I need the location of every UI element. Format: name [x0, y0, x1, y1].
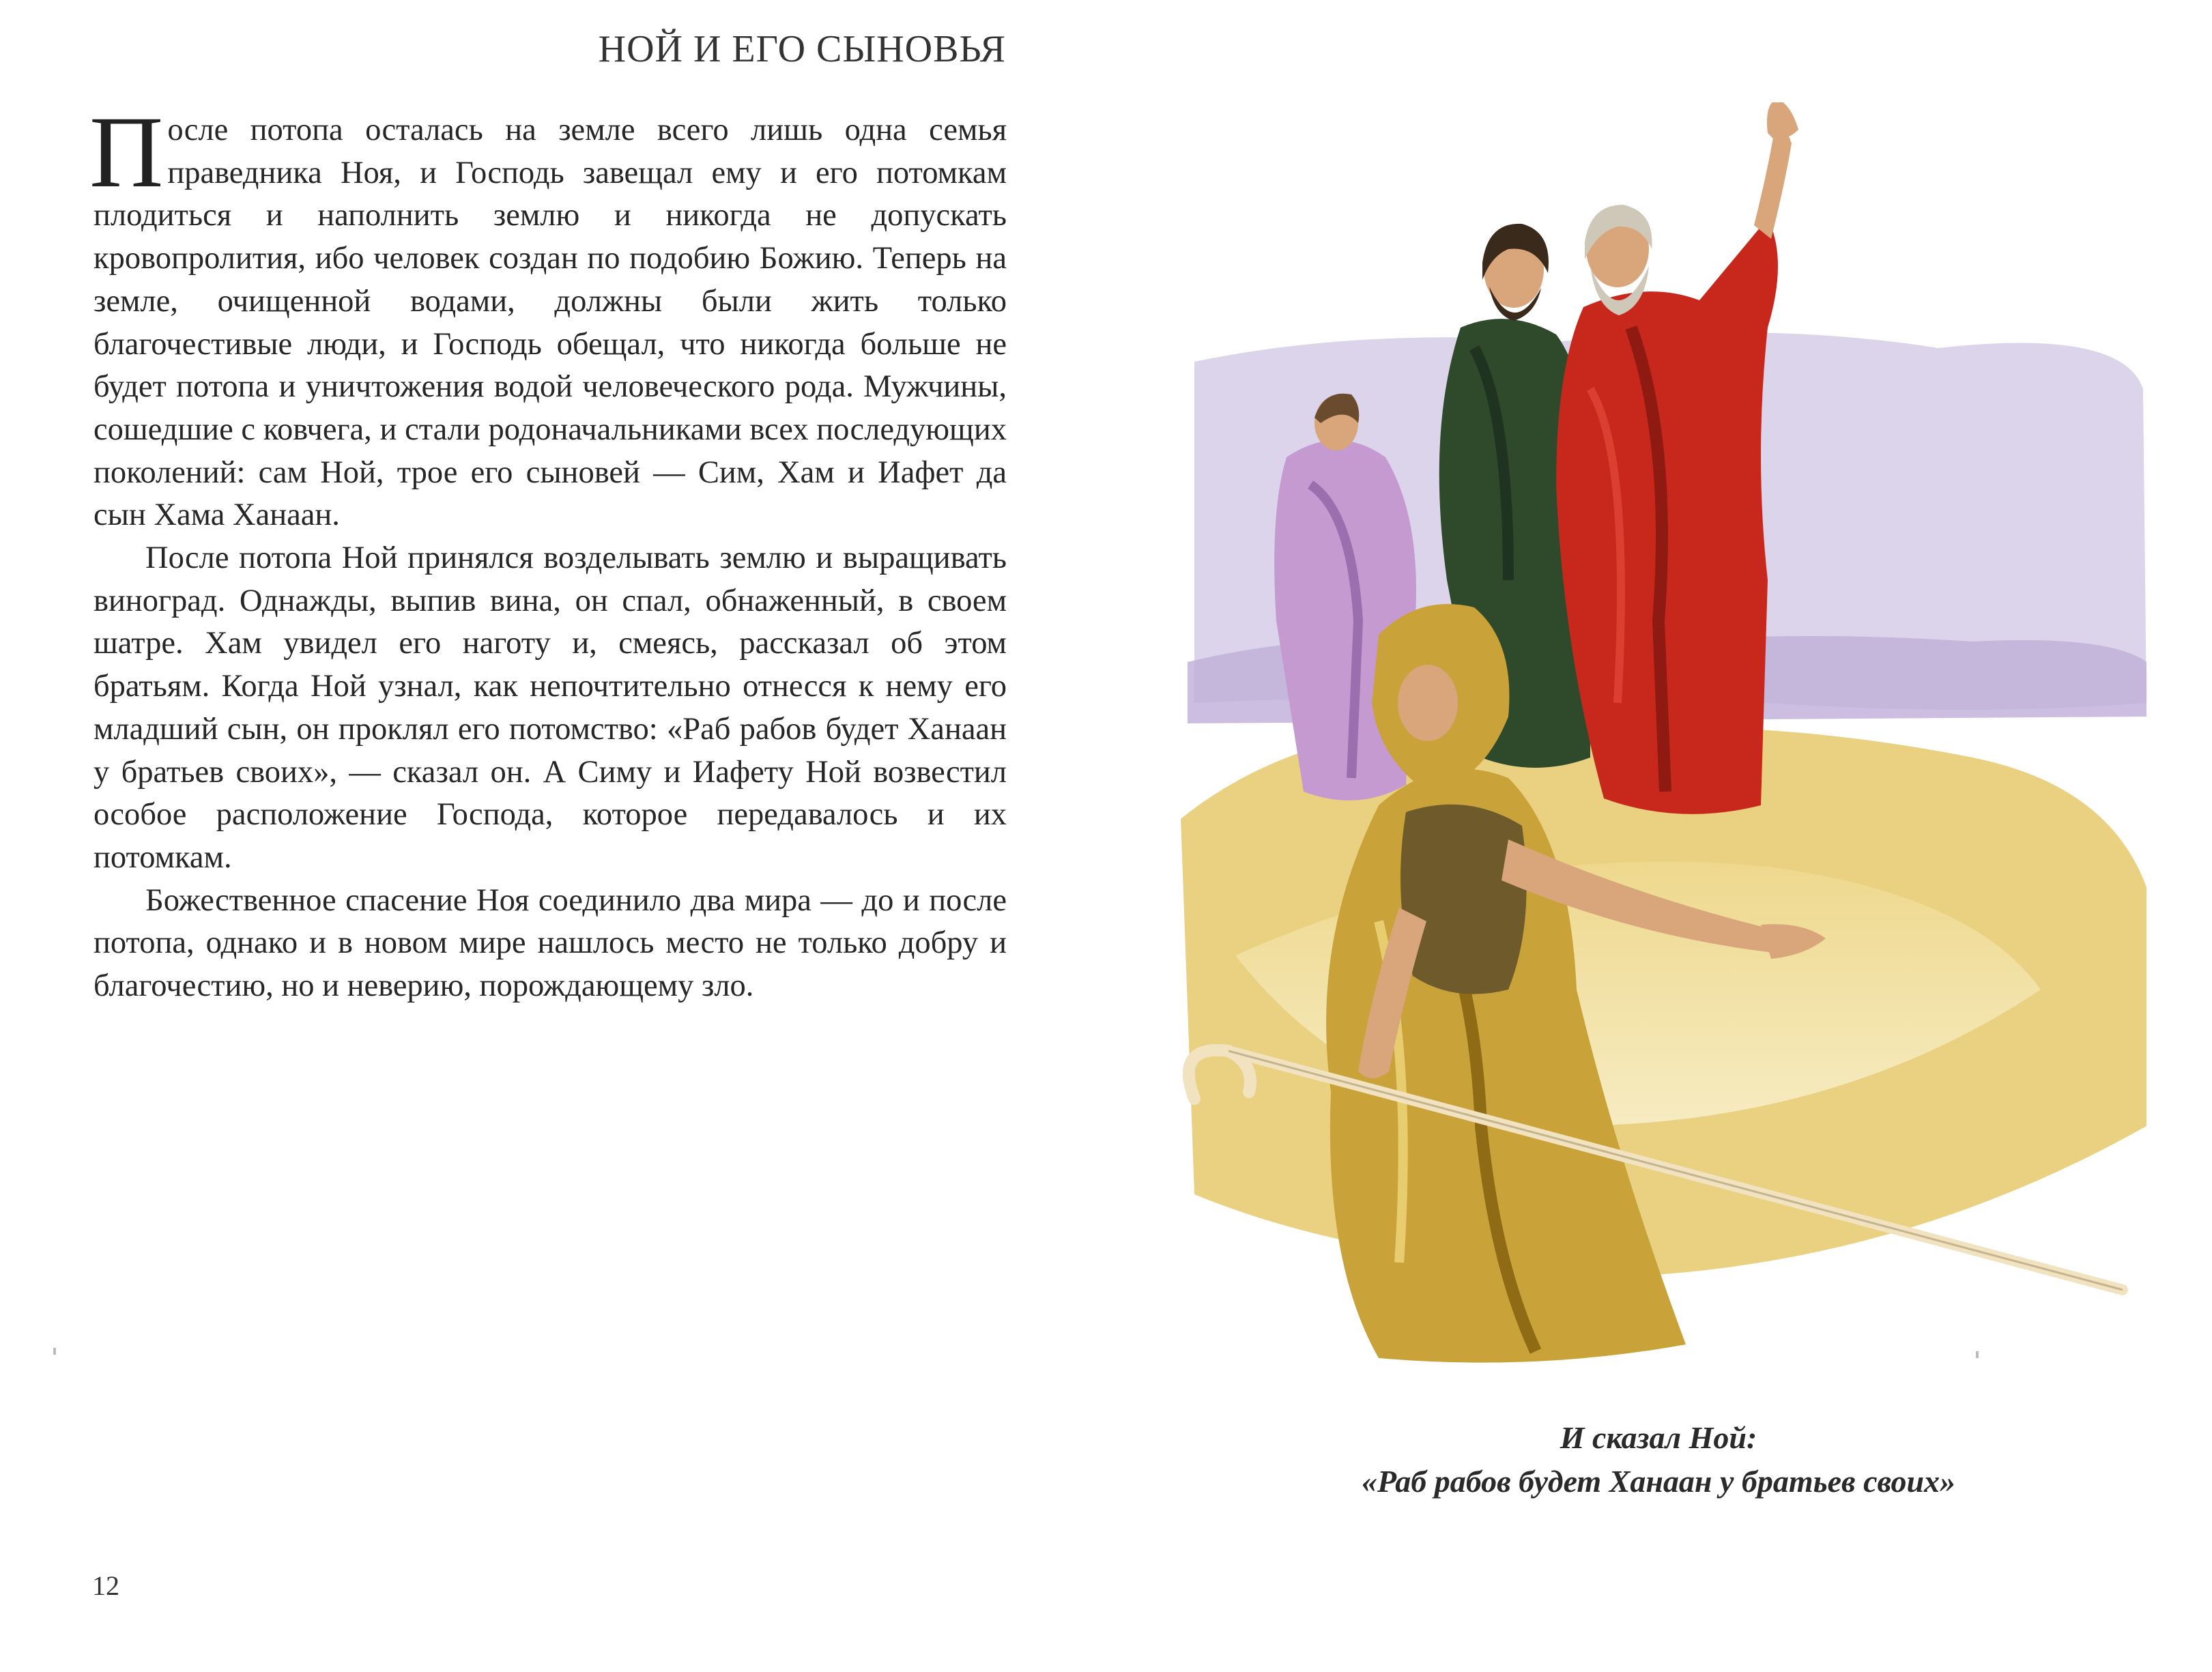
caption-line-1: И сказал Ной: — [1560, 1420, 1757, 1455]
noah-raised-arm — [1754, 128, 1792, 240]
ham-face — [1398, 665, 1458, 741]
paragraph-1 — [89, 96, 1007, 537]
noah-hand — [1767, 102, 1798, 140]
paragraph-3: Божественное спасение Ноя соединило два мира — до и после потопа, однако и в новом мире нашлось место не только добру и благочестию, но и неверию, порождающему зло. — [94, 882, 1007, 1004]
caption-line-2: «Раб рабов будет Ханаан у братьев своих» — [1361, 1464, 1956, 1499]
paragraph-1-text: осле потопа осталась на земле всего лишь одна семья праведника Ноя, и Господь завещал ему и его потомкам плодиться и наполнить землю и никогда не допускать кровопролития, ибо человек создан по подобию Божию. Теперь на земле, очищенной водами, должны были жить только благочестивые люди, и Господь обещал, что никогда больше не будет потопа и уничтожения водой человеческого рода. Мужчины, сошедшие с ковчега, и стали родоначальниками всех последующих поколений: сам Ной, трое его сыновей — Сим, Хам и Иафет да сын Хама Ханаан. — [94, 113, 1007, 533]
body-text — [89, 96, 1007, 1008]
page-number: 12 — [92, 1570, 119, 1601]
paragraph-2: После потопа Ной принялся возделывать землю и выращивать виноград. Однажды, выпив вина, он спал, обнаженный, в своем шатре. Хам увидел его наготу и, смеясь, рассказал об этом братьям. Когда Ной узнал, как непочтительно отнесся к нему его младший сын, он проклял его потомство: «Раб рабов будет Ханаан у братьев своих», — сказал он. А Симу и Иафету Ной возвестил особое расположение Господа, которое передавалось и их потомкам. — [94, 540, 1007, 875]
ham-tunic — [1401, 805, 1527, 994]
noah-and-sons-illustration — [1153, 102, 2157, 1385]
drop-cap: П — [89, 96, 164, 209]
scan-speck — [53, 1348, 56, 1355]
scan-speck — [1976, 1351, 1979, 1358]
illustration-caption — [1242, 1416, 2075, 1503]
chapter-heading: НОЙ И ЕГО СЫНОВЬЯ — [598, 28, 1006, 70]
